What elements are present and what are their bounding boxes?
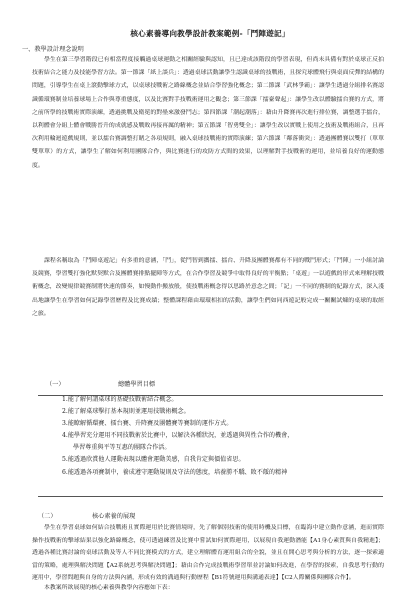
objective-item: 6.能透過各項賽制中，養成遵守運動規則及守法的態度，培養勝不驕、敗不餒的精神 [62,468,288,476]
objective-item: 4.能學習充分運用不同技戰術於比賽中，以解決各種狀況，並透過與異性合作的機會， [62,432,294,440]
section2-paragraph: 學生在學習桌球如何結合技戰術且實際運用於比賽情境時，先了解個別技術的使用時機及目標，在臨海中建立動作意涵，進而實際操作技戰術的擊球結果以強化路線概念，使可透過練習及比賽中嘗試如何實際運用，以展現自我運動潛能【A1身心素質與自我精進】；透過各種比賽討論的桌球活動及等人不同比賽模式的方式，建立理解體育運用組合的全貌，並且在開心思考與分析的方法，逐一探索適當的策略，處理與解決問題【A2系統思考與解決問題】；藉由合作完成技戰術學習單並討論如何改進，在學習的探索，自我思考行動的運用中，學習問題與自身的方法與內涵，形成有效的溝通與行動歷程【B1符號運用與溝通表達】【C2人際關係與團隊合作】。 [32,525,384,582]
objective-item-continuation: 學習尊重與平等互惠的團隊合作活。 [73,444,171,452]
section1-paragraph-1: 學生在第三學習階段已有相當程度接觸過桌球運動之相關經驗與認知，且已達成該階段的學習表現，但尚未具備有對於桌球正反拍技術結合之能力及技能學習方法。第一節課「紙上談兵」：透過桌球活動讓學生認識桌球的技戰術，且探究球體飛行與桌面反彈的結構的問題，引導學生在桌上滾動擊球方式，以桌球技戰術之路線概念並結合學習強化概念；第二節課「武林爭霸」：讓學生透過分組排名賽認識循環賽制並培養球場上合作與尊重態度，以及比賽對手技戰術運用之觀念；第三節課「擂臺聲起」：讓學生改以體驗擂台賽的方式，將之前所學的技戰術實際演練，透過挑戰及衛冕的對壘來激發鬥志；第四節課「潮起潮落」：藉由升降賽再次進行排位賽，調整選手擂台，以利體會分組上體會戰勝晉升的成就感及戰敗再接再厲的精神；第五節課「智勇雙全」：讓學生改以實戰上使用之技術及戰術組合，且再次利用輪迴遊戲規則，並以擂台賽調整打賭之各項規則，融入桌球技戰術的實際演練；第六節課「鄰落衝突」：透過團體賽以雙打（單單雙單單）的方式，讓學生了解如何利用團隊合作，與比賽進行的攻防方式間的效果，以理解對手技戰術的運用，並培養良好的運動態度。 [32,57,384,169]
section2-closing: 本教案所欲展現的核心素養與教學內容應如下表： [44,585,174,591]
section2-label: （二） [38,513,57,520]
objective-item: 5.能透過欣賞他人運動表現以體會運動美感，自我肯定與價值省思。 [62,456,245,464]
objectives-list [62,394,382,479]
objectives-label: （一） [46,381,65,388]
section1-paragraph-2: 課程名稱取為「鬥陣桌遊記」有多重的意涵，「鬥」，從鬥智到攜擂、擂台、升降及團體賽都有不同的戰鬥形式；「鬥陣」一小組討論及競賽，學習雙打強化默契默合及團體賽排點擺陣等方式，在合作學習及競爭中取得良好的平衡點；「桌遊」一以遊戲的形式來理解技戰術概念，改變規律競賽制將快速的節奏，如慢動作搬放般，使技戰術概念得以思路於意念之間；「記」一不同的賽制的紀錄方式，深入淺出地讓學生在學習如何記錄學習歷程及比賽成績；整體課程藉由環環相扣的活動，讓學生們如同西遊記般完成一關關試煉的桌球的取經之旅。 [32,258,384,317]
section2-heading: 核心素養的展現 [92,513,136,520]
objective-item: 3.能瞭解循環賽、擂台賽、升降賽及團體賽等賽制的運作方式。 [62,420,233,428]
objective-item: 2.能了解桌球擊打基本規則並運用技戰術概念。 [62,408,190,416]
objective-item: 1.能了解何謂桌球的基礎技戰術結合概念。 [62,396,178,403]
page-title: 核心素養導向教學設計教案範例-「鬥陣遊記」 [130,29,290,38]
objectives-heading: 總體學習目標 [118,381,156,388]
section1-heading: 一、教學設計理念說明 [22,46,84,53]
